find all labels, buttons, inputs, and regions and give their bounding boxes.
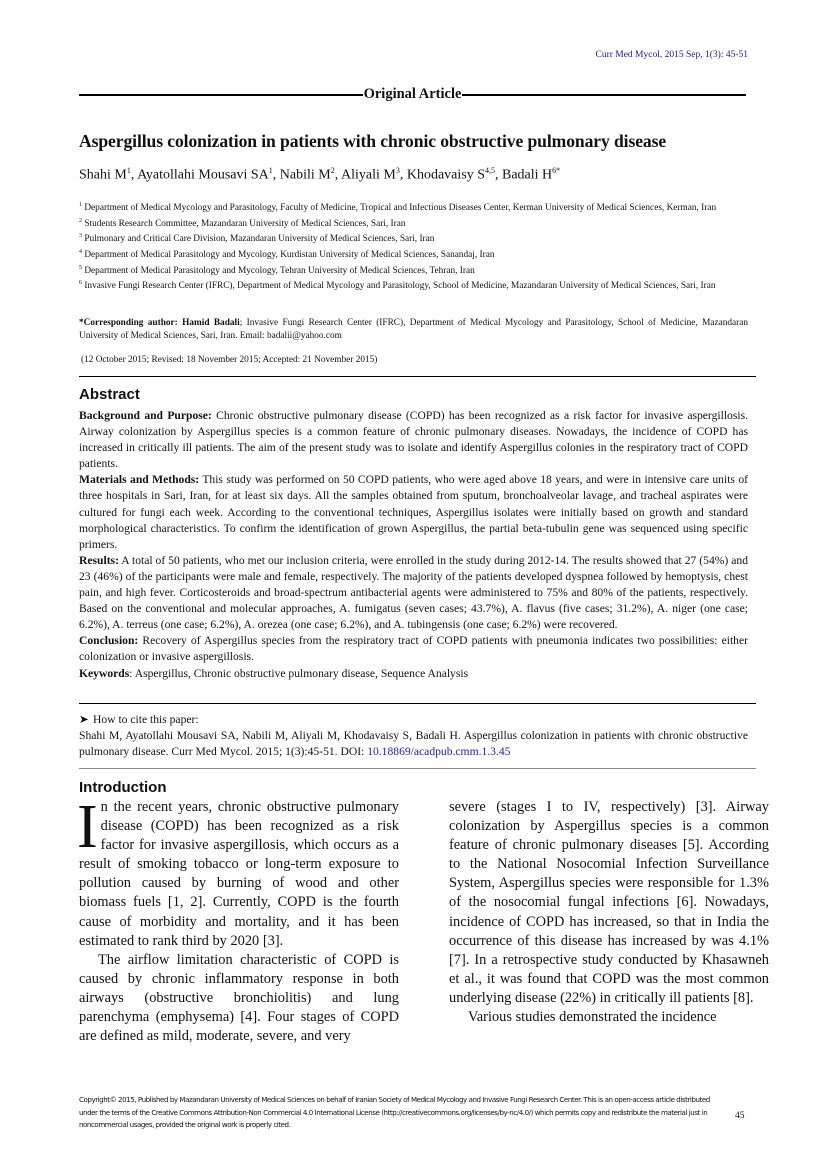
abstract-section-text: Recovery of Aspergillus species from the respiratory tract of COPD patients with pneumonia indicates two possibilities: either colonization or invasive aspergillosis. <box>79 634 748 664</box>
affiliation-number: 4 <box>79 249 82 256</box>
author-list <box>79 166 560 184</box>
divider-right <box>462 94 746 96</box>
abstract-section-label: Results: <box>79 553 119 567</box>
author-name: Shahi M <box>79 167 127 183</box>
affiliation-item <box>79 262 748 278</box>
author-name: Ayatollahi Mousavi SA <box>137 167 269 183</box>
article-type-banner <box>79 86 746 103</box>
journal-reference: Curr Med Mycol, 2015 Sep, 1(3): 45-51 <box>595 50 748 60</box>
column-left <box>77 793 399 1046</box>
paragraph: n the recent years, chronic obstructive pulmonary disease (COPD) has been recognized as a risk factor for invasive aspergillosis, which occurs as a result of smoking tobacco or long-term exposure to pollution caused by burning of wood and other biomass fuels [1, 2]. Currently, COPD is the fourth cause of morbidity and mortality, and it has been estimated to rank third by 2020 [3]. <box>79 799 399 949</box>
abstract-section-label: Materials and Methods: <box>79 473 200 487</box>
author-name: Aliyali M <box>340 167 396 183</box>
arrow-bullet-icon: ➤ <box>79 713 89 726</box>
divider <box>79 703 756 704</box>
author-affiliation-marker: 2 <box>330 166 335 175</box>
affiliation-item <box>79 277 748 293</box>
abstract-section <box>79 633 748 665</box>
article-title: Aspergillus colonization in patients with chronic obstructive pulmonary disease <box>79 131 667 151</box>
affiliation-number: 3 <box>79 233 82 240</box>
copyright-notice: Copyright© 2015, Published by Mazandaran University of Medical Sciences on behalf of Iranian Society of Medical Mycology and Invasive Fungi Research Center. This is an open-access article distributed under the terms of the Creative Commons Attribution-Non Commercial 4.0 International License (http://creativecommons.org/licenses/by-nc/4.0/) which permits copy and redistribute the material just in noncommercial usages, provided the original work is properly cited. <box>79 1095 710 1130</box>
author-name: Khodavaisy S <box>406 167 485 183</box>
author-affiliation-marker: 3 <box>395 166 400 175</box>
abstract-body <box>79 408 748 682</box>
divider <box>79 768 756 769</box>
affiliation-number: 1 <box>79 202 82 208</box>
introduction-heading: Introduction <box>79 779 167 796</box>
corresponding-author <box>79 317 748 342</box>
affiliation-text: Pulmonary and Critical Care Division, Mazandaran University of Medical Sciences, Sari, Iran <box>84 234 435 245</box>
abstract-section-text: A total of 50 patients, who met our inclusion criteria, were enrolled in the study during 2012-14. The results showed that 27 (54%) and 23 (46%) of the participants were male and female, respectively. The majority of the patients developed dyspnea followed by hemoptysis, chest pain, and high fever. Corticosteroids and broad-spectrum antibacterial agents were administered to 75% and 80% of the patients, respectively. Based on the conventional and molecular approaches, A. fumigatus (seven cases; 43.7%), A. flavus (five cases; 31.2%), A. niger (one case; 6.2%), A. terreus (one case; 6.2%), A. orezea (one case; 6.2%), and A. tubingensis (one case; 6.2%) were recovered. <box>79 553 748 632</box>
article-type-label: Original Article <box>363 86 462 102</box>
abstract-section <box>79 553 748 633</box>
column-right <box>449 798 769 1027</box>
abstract-section-text: This study was performed on 50 COPD patients, who were aged above 18 years, and were in intensive care units of three hospitals in Sari, Iran, for at least six days. All the samples obtained from sputum, bronchoalveolar lavage, and tracheal aspirates were cultured for fungi each week. According to the conventional techniques, Aspergillus isolates were initially based on growth and standard morphological characteristics. To confirm the identification of grown Aspergillus, the partial beta-tubulin gene was sequenced using specific primers. <box>79 473 748 551</box>
divider <box>79 376 756 377</box>
affiliation-text: Department of Medical Mycology and Parasitology, Faculty of Medicine, Tropical and Infectious Diseases Center, Kerman University of Medical Sciences, Kerman, Iran <box>84 203 717 214</box>
abstract-section <box>79 666 748 682</box>
affiliation-item <box>79 199 748 215</box>
author-separator: , <box>334 167 341 183</box>
author-affiliation-marker: 6* <box>552 166 561 175</box>
author-separator: , <box>399 167 407 183</box>
abstract-section-label: Background and Purpose: <box>79 409 212 422</box>
author-affiliation-marker: 1 <box>268 166 273 175</box>
drop-cap: I <box>77 793 98 861</box>
affiliation-number: 5 <box>79 264 82 271</box>
citation-text: Shahi M, Ayatollahi Mousavi SA, Nabili M, Aliyali M, Khodavaisy S, Badali H. Aspergillus colonization in patients with chronic obstructive pulmonary disease. Curr Med Mycol. 2015; 1(3):45-51. DOI: <box>79 729 748 758</box>
abstract-section-text: Chronic obstructive pulmonary disease (COPD) has been recognized as a risk factor for invasive aspergillosis. Airway colonization by Aspergillus species is a common feature of chronic pulmonary diseases. Nowadays, the incidence of COPD has increased in critically ill patients. The aim of the present study was to isolate and identify Aspergillus colonies in the respiratory tract of COPD patients. <box>79 409 748 471</box>
page-number: 45 <box>735 1111 745 1121</box>
author-separator: , <box>495 167 502 183</box>
divider-left <box>79 94 363 96</box>
author-separator: , <box>272 167 280 183</box>
author-affiliation-marker: 4,5 <box>485 166 495 175</box>
author-separator: , <box>130 167 138 183</box>
author-name: Badali H <box>502 167 553 183</box>
affiliation-number: 6 <box>79 280 82 287</box>
affiliation-text: Department of Medical Parasitology and Mycology, Kurdistan University of Medical Sciences, Sanandaj, Iran <box>84 250 495 261</box>
corresponding-author-label: *Corresponding author: Hamid Badali <box>79 318 240 328</box>
publication-dates: (12 October 2015; Revised: 18 November 2015; Accepted: 21 November 2015) <box>81 355 378 365</box>
affiliation-item <box>79 230 748 246</box>
abstract-section <box>79 408 748 472</box>
citation-heading: How to cite this paper: <box>93 713 199 726</box>
abstract-section-label: Conclusion: <box>79 634 139 648</box>
paragraph: Various studies demonstrated the incidence <box>468 1009 717 1026</box>
abstract-section-text: : Aspergillus, Chronic obstructive pulmonary disease, Sequence Analysis <box>129 666 469 680</box>
abstract-section <box>79 472 748 552</box>
affiliation-text: Students Research Committee, Mazandaran University of Medical Sciences, Sari, Iran <box>84 218 406 229</box>
affiliation-text: Department of Medical Parasitology and Mycology, Tehran University of Medical Sciences, Tehran, Iran <box>84 265 475 276</box>
affiliation-text: Invasive Fungi Research Center (IFRC), Department of Medical Mycology and Parasitology, School of Medicine, Mazandaran University of Medical Sciences, Sari, Iran <box>84 281 716 292</box>
affiliation-number: 2 <box>79 217 82 224</box>
citation-box <box>79 712 748 760</box>
abstract-heading: Abstract <box>79 386 140 403</box>
affiliation-list <box>79 199 748 293</box>
paragraph: severe (stages I to IV, respectively) [3]. Airway colonization by Aspergillus species is a common feature of chronic pulmonary diseases [5]. According to the National Nosocomial Infection Surveillance System, Aspergillus species were responsible for 1.3% of the nosocomial fungal infections [6]. Nowadays, incidence of COPD has increased, so that in India the occurrence of this disease has increased by was 4.1% [7]. In a retrospective study conducted by Khasawneh et al., it was found that COPD was the most common underlying disease (22%) in critically ill patients [8]. <box>449 799 769 1006</box>
corresponding-author-details: ; Invasive Fungi Research Center (IFRC), Department of Medical Mycology and Parasitology, School of Medicine, Mazandaran University of Medical Sciences, Sari, Iran. Email: badalii@yahoo.com <box>79 318 749 341</box>
doi-link[interactable]: 10.18869/acadpub.cmm.1.3.45 <box>367 745 511 758</box>
author-name: Nabili M <box>279 167 331 183</box>
author-affiliation-marker: 1 <box>126 166 131 175</box>
paragraph: The airflow limitation characteristic of COPD is caused by chronic inflammatory response in both airways (obstructive bronchiolitis) and lung parenchyma (emphysema) [4]. Four stages of COPD are defined as mild, moderate, severe, and very <box>79 951 399 1045</box>
abstract-section-label: Keywords <box>79 666 130 680</box>
affiliation-item <box>79 215 748 231</box>
affiliation-item <box>79 246 748 262</box>
